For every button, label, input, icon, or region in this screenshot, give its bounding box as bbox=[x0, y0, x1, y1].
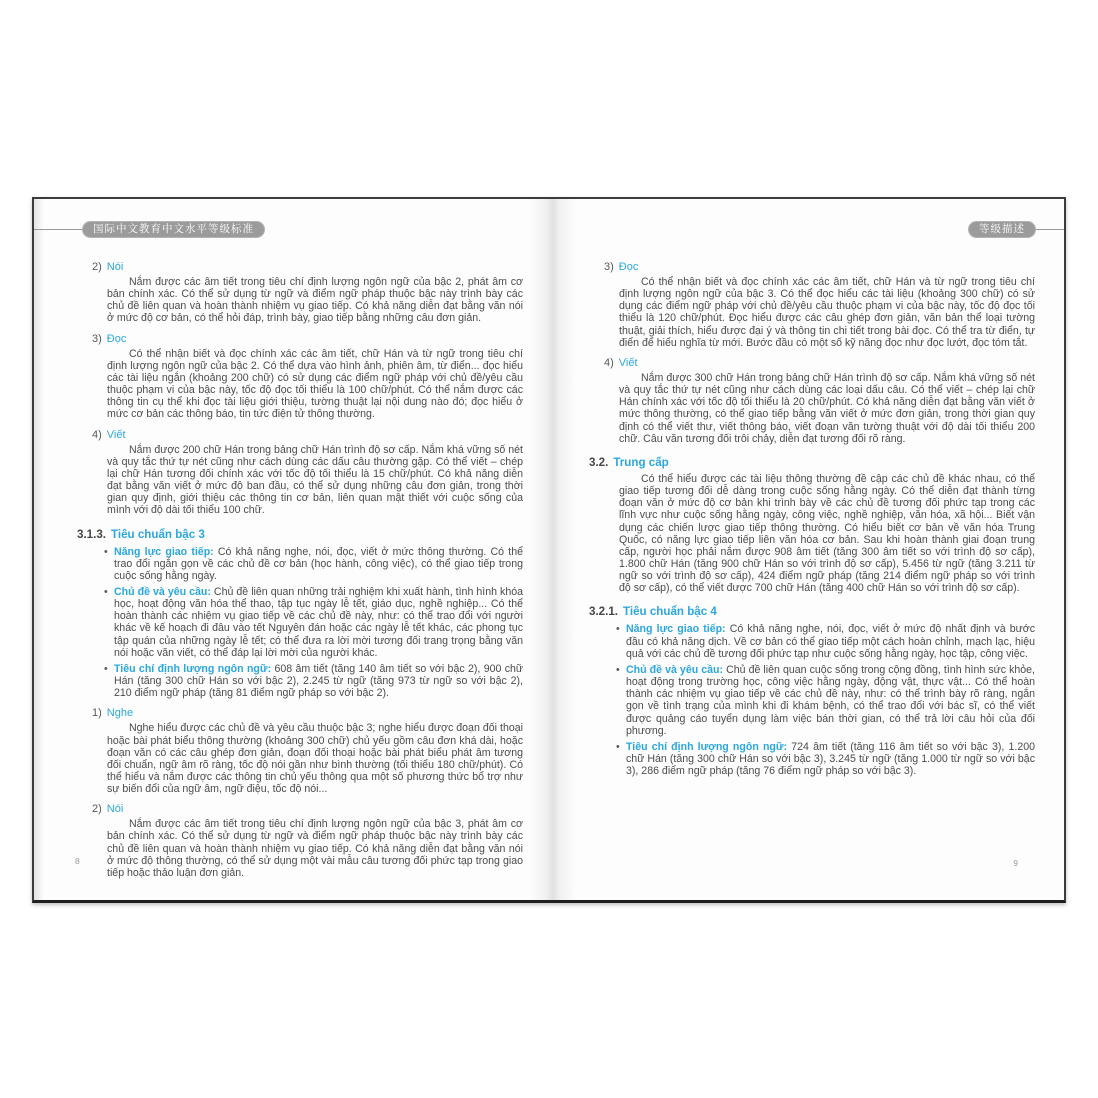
paragraph-nghe-bac3: Nghe hiểu được các chủ đề và yêu cầu thuộc bậc 3; nghe hiểu được đoạn đối thoại hoặc bài phát biểu thông thường (khoảng 300 chữ) chủ yếu gồm câu đơn khá dài, hoặc đoạn văn có các câu ghép đơn giản, đoạn đối thoại hoặc bài phát biểu phát âm tương đối chuẩn, ngữ âm rõ ràng, tốc độ nói gần như bình thường (tối thiểu 180 chữ/phút). Có thể hiểu và nắm được các thông tin chủ yếu thông qua một số phương thức bổ trợ như sự biến đổi của ngữ âm, ngữ điệu, tốc độ nói... bbox=[107, 722, 523, 796]
right-page bbox=[549, 199, 1064, 900]
bullet-chu-de-yeu-cau bbox=[102, 586, 523, 659]
heading-title: Nói bbox=[106, 261, 124, 273]
heading-nghe-bac3 bbox=[92, 707, 523, 720]
bullet-label: Năng lực giao tiếp: bbox=[626, 623, 730, 636]
heading-number: 4) bbox=[92, 428, 102, 441]
bullet-nang-luc-giao-tiep-bac4 bbox=[614, 623, 1035, 659]
left-header-badge: 国际中文教育中文水平等级标准 bbox=[82, 221, 265, 238]
section-title: Tiêu chuẩn bậc 3 bbox=[111, 527, 205, 541]
heading-number: 4) bbox=[604, 356, 614, 369]
section-heading-3-2 bbox=[589, 456, 1035, 470]
left-page-number: 8 bbox=[75, 856, 80, 866]
bullet-chu-de-yeu-cau-bac4 bbox=[614, 664, 1035, 737]
heading-number: 2) bbox=[92, 261, 102, 273]
section-heading-3-1-3 bbox=[77, 528, 523, 542]
bullet-text: Chủ đề liên quan những trải nghiệm khi xuất hành, tình hình khóa học, hoạt động văn hóa thể thao, tập tục ngày lễ tết, giáo dục, nghề nghiệp... Có thể hoàn thành các nhiệm vụ giao tiếp về các chủ đề này, như: có thể trao đổi với người khác về kế hoạch đi đâu vào tết Nguyên đán hoặc các ngày lễ tết khác, các phong tục tập quán của những ngày lễ tết; có thể đưa ra lời mời tương đối trang trọng bằng văn nói hoặc văn viết, có thể đáp lại lời mời của người khác. bbox=[114, 585, 523, 659]
paragraph-doc-bac2: Có thể nhận biết và đọc chính xác các âm tiết, chữ Hán và từ ngữ trong tiêu chí định lượng ngôn ngữ của bậc 2. Có thể dựa vào hình ảnh, phiên âm, từ điển... đọc hiểu các tài liệu ngắn (khoảng 200 chữ) có sử dụng các điểm ngữ pháp với chủ đề/yêu cầu thuộc phạm vi của bậc này, tốc độ đọc tối thiểu là 100 chữ/phút. Có thể nắm được các thông tin cụ thể khi đọc tài liệu giới thiệu, tường thuật lại nội dung nào đó; đọc hiểu ở mức cơ bản các thông báo, tin tức điện tử thông thường. bbox=[107, 347, 523, 421]
right-header-badge: 等级描述 bbox=[968, 221, 1036, 238]
bullet-text: Có khả năng nghe, nói, đọc, viết ở mức độ nhất định và bước đầu có khả năng dịch. Về cơ bản có thể giao tiếp một cách hoàn chỉnh, mạch lạc, hiệu quả với các chủ đề tương đối phức tạp như cuộc sống hằng ngày, học tập, công việc. bbox=[626, 623, 1035, 660]
bullet-text: Có khả năng nghe, nói, đọc, viết ở mức thông thường. Có thể trao đổi ngắn gọn về các chủ đề cơ bản (học hành, công việc), có thể giao tiếp trong cuộc sống hằng ngày. bbox=[114, 545, 523, 582]
book-spread bbox=[32, 197, 1066, 903]
bullet-label: Tiêu chí định lượng ngôn ngữ: bbox=[626, 740, 792, 753]
heading-noi-bac3 bbox=[92, 803, 523, 816]
left-header bbox=[34, 221, 549, 238]
paragraph-viet-bac2: Nắm được 200 chữ Hán trong bảng chữ Hán trình độ sơ cấp. Nắm khá vững số nét và quy tắc thứ tự nét cũng như cách dùng các dấu câu thường gặp. Có thể viết – chép lại chữ Hán tương đối chính xác với tốc độ tối thiểu là 15 chữ/phút. Có khả năng diễn đạt bằng văn viết ở mức độ ban đầu, có thể sử dụng những câu đơn giản, trong thời gian quy định, giới thiệu các thông tin cơ bản, liên quan mật thiết với cuộc sống của mình với độ dài tối thiểu 100 chữ. bbox=[107, 443, 523, 517]
paragraph-noi-bac2: Nắm được các âm tiết trong tiêu chí định lượng ngôn ngữ của bậc 2, phát âm cơ bản chính xác. Có thể sử dụng từ ngữ và điểm ngữ pháp thuộc bậc này trình bày các chủ đề liên quan và hoàn thành nhiệm vụ giao tiếp. Có khả năng diễn đạt bằng văn nói ở mức độ cơ bản, có thể hỏi đáp, trình bày, giao tiếp bằng những câu đơn giản. bbox=[107, 276, 523, 325]
bullet-nang-luc-giao-tiep bbox=[102, 546, 523, 582]
bullet-tieu-chi-dinh-luong-bac4 bbox=[614, 741, 1035, 777]
section-number: 3.1.3. bbox=[77, 527, 107, 541]
bullet-label: Chủ đề và yêu cầu: bbox=[626, 663, 727, 676]
heading-viet-bac2 bbox=[92, 429, 523, 442]
section-number: 3.2.1. bbox=[589, 605, 619, 619]
bullet-text: 724 âm tiết (tăng 116 âm tiết so với bậc 3), 1.200 chữ Hán (tăng 300 chữ Hán so với bậc 3), 3.245 từ ngữ (tăng 1.000 từ ngữ so với bậc 3), 286 điểm ngữ pháp (tăng 76 điểm ngữ pháp so với bậc 3). bbox=[626, 740, 1035, 778]
heading-noi-bac2 bbox=[92, 261, 523, 274]
section-title: Tiêu chuẩn bậc 4 bbox=[623, 605, 717, 619]
section-number: 3.2. bbox=[589, 455, 609, 469]
heading-title: Viết bbox=[618, 356, 638, 369]
heading-number: 1) bbox=[92, 707, 102, 720]
header-rule-right bbox=[1036, 229, 1064, 230]
heading-title: Nói bbox=[106, 803, 124, 816]
header-rule-left bbox=[34, 229, 82, 230]
bullet-label: Năng lực giao tiếp: bbox=[114, 545, 218, 558]
right-page-number: 9 bbox=[1013, 858, 1018, 868]
heading-title: Viết bbox=[106, 428, 126, 441]
heading-viet-bac3 bbox=[604, 357, 1035, 370]
paragraph-trung-cap: Có thể hiểu được các tài liệu thông thường đề cập các chủ đề khác nhau, có thể giao tiếp tương đối dễ dàng trong cuộc sống hằng ngày. Có thể diễn đạt thành từng đoạn văn ở mức độ cơ bản khi trình bày về các chủ đề tương đối phức tạp trong các lĩnh vực như cuộc sống hằng ngày, công việc, nghề nghiệp, văn hóa, xã hội... Biết vận dụng các chiến lược giao tiếp thông thường. Có hiểu biết cơ bản về văn hóa Trung Quốc, có năng lực giao tiếp liên văn hóa cơ bản. Sau khi hoàn thành giai đoạn trung cấp, người học phải nắm được 908 âm tiết (tăng 300 âm tiết so với trình độ sơ cấp), 1.800 chữ Hán (tăng 900 chữ Hán so với trình độ sơ cấp), 5.456 từ ngữ (tăng 3.211 từ ngữ so với trình độ sơ cấp), 424 điểm ngữ pháp (tăng 214 điểm ngữ pháp so với trình độ sơ cấp), có thể viết được 700 chữ Hán (tăng 400 chữ Hán so với trình độ sơ cấp). bbox=[619, 472, 1035, 595]
heading-number: 3) bbox=[92, 332, 102, 345]
heading-doc-bac2 bbox=[92, 333, 523, 346]
heading-title: Đọc bbox=[106, 332, 127, 345]
heading-number: 2) bbox=[92, 803, 102, 816]
bullet-label: Chủ đề và yêu cầu: bbox=[114, 585, 214, 598]
heading-doc-bac3 bbox=[604, 261, 1035, 274]
heading-title: Đọc bbox=[618, 261, 639, 273]
paragraph-noi-bac3: Nắm được các âm tiết trong tiêu chí định lượng ngôn ngữ của bậc 3, phát âm cơ bản chính xác. Có thể sử dụng từ ngữ và điểm ngữ pháp thuộc bậc này trình bày các chủ đề liên quan và hoàn thành nhiệm vụ giao tiếp. Có khả năng diễn đạt bằng văn nói ở mức độ thông thường, có thể sử dụng một vài mẫu câu tương đối phức tạp trong giao tiếp hoặc thảo luận đơn giản. bbox=[107, 818, 523, 879]
bullet-tieu-chi-dinh-luong bbox=[102, 663, 523, 699]
left-page bbox=[34, 199, 549, 900]
section-heading-3-2-1 bbox=[589, 605, 1035, 619]
right-page-content bbox=[589, 253, 1035, 777]
section-title: Trung cấp bbox=[613, 455, 669, 469]
left-page-content bbox=[77, 253, 523, 881]
bullet-text: 608 âm tiết (tăng 140 âm tiết so với bậc 2), 900 chữ Hán (tăng 300 chữ Hán so với bậc 2), 2.245 từ ngữ (tăng 973 từ ngữ so với bậc 2), 210 điểm ngữ pháp (tăng 81 điểm ngữ pháp so với bậc 2). bbox=[114, 662, 523, 700]
paragraph-viet-bac3: Nắm được 300 chữ Hán trong bảng chữ Hán trình độ sơ cấp. Nắm khá vững số nét và quy tắc thứ tự nét cũng như cách dùng các loại dấu câu. Có thể viết – chép lại chữ Hán chính xác với tốc độ tối thiểu là 20 chữ/phút. Có khả năng diễn đạt bằng văn viết ở mức thông thường, có thể giao tiếp bằng văn viết ở mức đơn giản, trong thời gian quy định có thể viết thư, viết thông báo, viết đoạn văn tường thuật với độ dài tối thiểu 200 chữ. Câu văn tương đối trôi chảy, diễn đạt tương đối rõ ràng. bbox=[619, 371, 1035, 445]
bullet-label: Tiêu chí định lượng ngôn ngữ: bbox=[114, 662, 275, 675]
heading-number: 3) bbox=[604, 261, 614, 273]
heading-title: Nghe bbox=[106, 707, 134, 720]
right-header bbox=[549, 221, 1064, 238]
bullet-text: Chủ đề liên quan cuộc sống trong cộng đồng, tình hình sức khỏe, hoạt động trong trường học, công việc hằng ngày, động vật, thực vật... Có thể hoàn thành các nhiệm vụ giao tiếp về các chủ đề này, như: có thể trình bày rõ ràng, ngắn gọn về tình trạng của mình khi đi khám bệnh, có thể trao đổi với bác sĩ, có thể viết được quảng cáo tuyển dụng làm việc bán thời gian, có thể trả lời câu hỏi của đối phương. bbox=[626, 663, 1035, 737]
paragraph-doc-bac3: Có thể nhận biết và đọc chính xác các âm tiết, chữ Hán và từ ngữ trong tiêu chí định lượng ngôn ngữ của bậc 3. Có thể đọc hiểu các tài liệu (khoảng 300 chữ) có sử dụng các điểm ngữ pháp với chủ đề/yêu cầu thuộc phạm vi của bậc này, tốc độ đọc tối thiểu là 120 chữ/phút. Đọc hiểu được các câu ghép đơn giản, văn bản thể loại tường thuật, giải thích, hiểu được đại ý và thông tin chi tiết trong bài đọc. Có thể tra từ điển, tự điển để hiểu nghĩa từ mới. Bước đầu có một số kỹ năng đọc như đọc lướt, đọc tóm tắt. bbox=[619, 276, 1035, 349]
